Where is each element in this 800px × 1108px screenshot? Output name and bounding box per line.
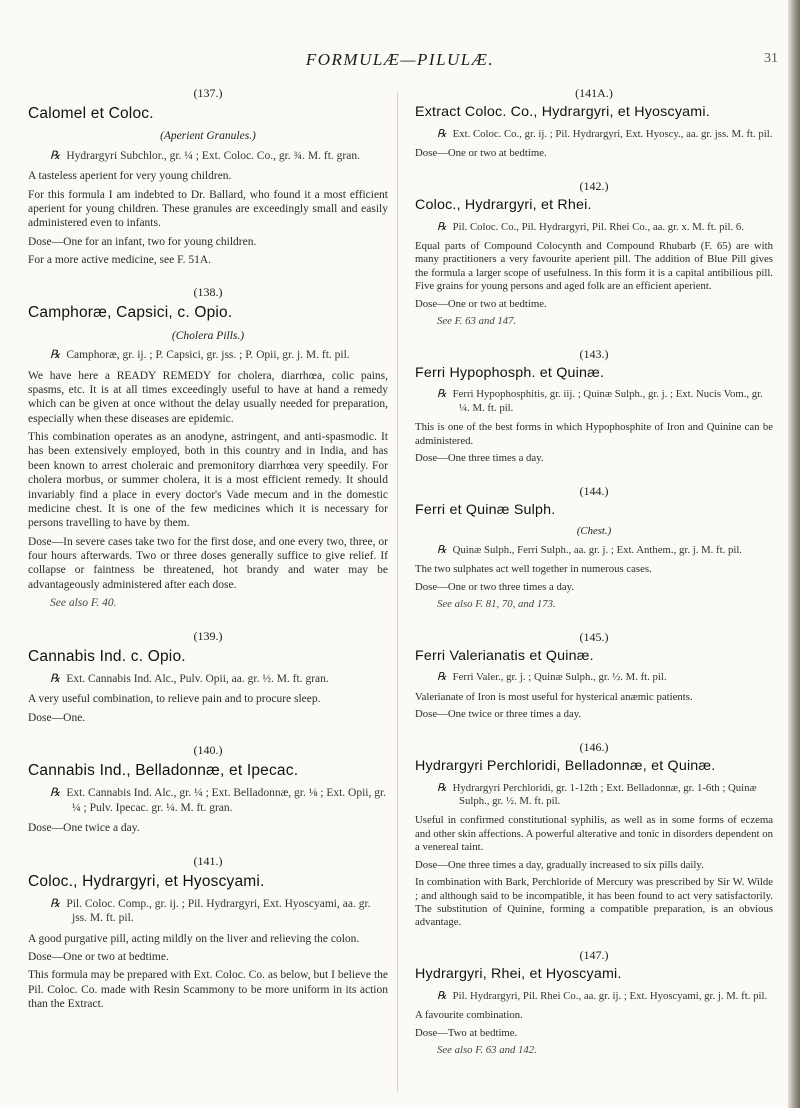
recipe-symbol: ℞ bbox=[437, 388, 447, 401]
formula-subtitle: (Chest.) bbox=[576, 525, 612, 538]
formula-entry bbox=[415, 179, 773, 329]
prescription bbox=[28, 149, 388, 163]
page-number: 31 bbox=[764, 51, 778, 66]
prescription-text: Pil. Coloc. Comp., gr. ij. ; Pil. Hydrargyri, Ext. Hyoscyami, aa. gr. jss. M. ft. pil. bbox=[66, 897, 371, 925]
recipe-symbol: ℞ bbox=[437, 781, 447, 794]
recipe-symbol: ℞ bbox=[437, 220, 447, 233]
note-paragraph: For a more active medicine, see F. 51A. bbox=[28, 254, 212, 266]
right-column bbox=[415, 86, 773, 1075]
page-header bbox=[0, 50, 800, 74]
formula-number: (139.) bbox=[193, 628, 223, 643]
see-also: See also F. 63 and 142. bbox=[437, 1044, 537, 1056]
dose-line: Dose—One or two three times a day. bbox=[415, 580, 575, 593]
note-paragraph: This formula may be prepared with Ext. Coloc. Co. as below, but I believe the Pil. Coloc. Co. made with Resin Scammony to be more uniform in its action than the Extract. bbox=[28, 969, 388, 1011]
formula-entry bbox=[28, 629, 388, 726]
dose-line: Dose—One twice a day. bbox=[28, 822, 140, 835]
dose-line: Dose—One three times a day, gradually increased to six pills daily. bbox=[415, 858, 704, 871]
formula-number: (143.) bbox=[579, 346, 609, 361]
prescription-text: Hydrargyri Perchloridi, gr. 1-12th ; Ext. Belladonnæ, gr. 1-6th ; Quinæ Sulph., gr. ½. M. ft. pil. bbox=[452, 781, 757, 807]
dose-line: Dose—One or two at bedtime. bbox=[28, 951, 169, 963]
formula-entry bbox=[28, 743, 388, 836]
formula-number: (137.) bbox=[193, 86, 223, 100]
prescription bbox=[415, 671, 773, 684]
body-paragraph: Useful in confirmed constitutional syphilis, as well as in some forms of eczema and other skin affections. A powerful alterative and tonic in disorders dependent on a venereal taint. bbox=[415, 814, 773, 854]
prescription-text: Ext. Cannabis Ind. Alc., gr. ¼ ; Ext. Belladonnæ, gr. ⅛ ; Ext. Opii, gr. ¼ ; Pulv. Ipecac. gr. ¼. M. ft. gran. bbox=[66, 787, 387, 814]
column-divider bbox=[397, 92, 398, 1092]
recipe-symbol: ℞ bbox=[50, 349, 61, 362]
body-paragraph: We have here a READY REMEDY for cholera, diarrhœa, colic pains, spasms, etc. It is at all times exceedingly useful to have at hand a remedy which can be given at once without the delay usually needed for preparation, especially when these diseases are epidemic. bbox=[28, 369, 388, 425]
formula-number: (141A.) bbox=[575, 86, 613, 100]
body-paragraph: The two sulphates act well together in numerous cases. bbox=[415, 563, 652, 576]
dose-line: Dose—Two at bedtime. bbox=[415, 1026, 518, 1039]
dose-line: Dose—In severe cases take two for the first dose, and one every two, three, or four hours afterwards. Two or three doses generally suffice to give relief. If collapse or faintness be threatened, hot brandy and water may be advantageously administered after each dose. bbox=[28, 535, 388, 591]
formula-number: (140.) bbox=[193, 743, 223, 757]
formula-entry bbox=[415, 948, 773, 1058]
formula-title: Ferri et Quinæ Sulph. bbox=[415, 501, 556, 518]
running-title: FORMULÆ—PILULÆ. bbox=[305, 50, 495, 69]
formula-title: Hydrargyri, Rhei, et Hyoscyami. bbox=[415, 965, 622, 982]
formula-entry bbox=[415, 740, 773, 930]
formula-number: (138.) bbox=[193, 285, 223, 300]
formula-entry bbox=[28, 285, 388, 610]
formula-subtitle: (Aperient Granules.) bbox=[160, 130, 256, 143]
recipe-symbol: ℞ bbox=[437, 543, 447, 556]
recipe-symbol: ℞ bbox=[437, 671, 447, 684]
formula-number: (146.) bbox=[579, 739, 609, 754]
prescription-text: Camphoræ, gr. ij. ; P. Capsici, gr. jss. ; P. Opii, gr. j. M. ft. pil. bbox=[66, 349, 350, 362]
formula-number: (142.) bbox=[579, 178, 609, 193]
prescription bbox=[415, 990, 773, 1003]
recipe-symbol: ℞ bbox=[50, 897, 61, 910]
formula-title: Cannabis Ind. c. Opio. bbox=[28, 647, 186, 665]
formula-title: Coloc., Hydrargyri, et Rhei. bbox=[415, 196, 592, 213]
formula-title: Calomel et Coloc. bbox=[28, 105, 154, 122]
prescription-text: Ferri Hypophosphitis, gr. iij. ; Quinæ Sulph., gr. j. ; Ext. Nucis Vom., gr. ¼. M. ft. pil. bbox=[452, 388, 763, 414]
body-paragraph: Equal parts of Compound Colocynth and Compound Rhubarb (F. 65) are with many practitioners a very favourite aperient pill. The addition of Blue Pill gives the formula a larger scope of usefulness. In this form it is a capital antibilious pill. Five grains for young persons and aged folk are an efficient aperient. bbox=[415, 239, 773, 293]
formula-title: Camphoræ, Capsici, c. Opio. bbox=[28, 304, 233, 322]
dose-line: Dose—One three times a day. bbox=[415, 452, 544, 465]
prescription-text: Ext. Coloc. Co., gr. ij. ; Pil. Hydrargyri, Ext. Hyoscy., aa. gr. jss. M. ft. pil. bbox=[452, 127, 773, 140]
prescription-text: Quinæ Sulph., Ferri Sulph., aa. gr. j. ; Ext. Anthem., gr. j. M. ft. pil. bbox=[452, 543, 742, 556]
prescription-text: Ext. Cannabis Ind. Alc., Pulv. Opii, aa. gr. ½. M. ft. gran. bbox=[66, 672, 329, 685]
formula-title: Ferri Hypophosph. et Quinæ. bbox=[415, 364, 605, 381]
dose-line: Dose—One for an infant, two for young children. bbox=[28, 235, 257, 248]
prescription bbox=[415, 388, 773, 415]
dose-line: Dose—One twice or three times a day. bbox=[415, 708, 582, 721]
dose-line: Dose—One or two at bedtime. bbox=[415, 147, 547, 160]
see-also: See F. 63 and 147. bbox=[437, 315, 517, 328]
prescription bbox=[415, 221, 773, 234]
formula-entry bbox=[415, 630, 773, 722]
formula-number: (144.) bbox=[579, 483, 609, 498]
body-paragraph: A favourite combination. bbox=[415, 1009, 523, 1022]
body-paragraph: A tasteless aperient for very young children. bbox=[28, 170, 232, 183]
recipe-symbol: ℞ bbox=[50, 149, 61, 162]
dose-line: Dose—One. bbox=[28, 711, 86, 724]
prescription bbox=[28, 348, 388, 362]
body-paragraph: A good purgative pill, acting mildly on the liver and relieving the colon. bbox=[28, 932, 360, 945]
prescription bbox=[28, 786, 388, 815]
formula-title: Hydrargyri Perchloridi, Belladonnæ, et Quinæ. bbox=[415, 757, 716, 774]
formula-title: Extract Coloc. Co., Hydrargyri, et Hyoscyami. bbox=[415, 104, 710, 120]
recipe-symbol: ℞ bbox=[437, 989, 447, 1002]
formula-entry bbox=[415, 86, 773, 161]
formula-title: Ferri Valerianatis et Quinæ. bbox=[415, 647, 594, 664]
left-column bbox=[28, 86, 388, 1030]
formula-entry bbox=[415, 484, 773, 612]
recipe-symbol: ℞ bbox=[437, 127, 447, 140]
formula-number: (145.) bbox=[579, 629, 609, 644]
body-paragraph: Valerianate of Iron is most useful for hysterical anæmic patients. bbox=[415, 690, 693, 703]
formula-entry bbox=[415, 347, 773, 466]
recipe-symbol: ℞ bbox=[50, 787, 61, 800]
body-paragraph: This combination operates as an anodyne, astringent, and anti-spasmodic. It has been extensively employed, both in this country and in India, and has been known to arrest choleraic and premonitory diarrhœa very speedily. For cholera morbus, or summer cholera, it is a most efficient remedy. It should invariably find a place in every doctor's Vade mecum and in the domestic medicine chest. It is one of the few medicines which it is necessary for persons travelling to have by them. bbox=[28, 431, 388, 530]
formula-entry bbox=[28, 854, 388, 1012]
prescription bbox=[415, 782, 773, 809]
prescription bbox=[28, 897, 388, 926]
see-also: See also F. 40. bbox=[50, 597, 117, 610]
prescription-text: Ferri Valer., gr. j. ; Quinæ Sulph., gr. ½. M. ft. pil. bbox=[452, 671, 667, 684]
prescription bbox=[415, 544, 773, 557]
dose-line: Dose—One or two at bedtime. bbox=[415, 297, 547, 310]
prescription bbox=[415, 128, 773, 141]
prescription-text: Pil. Coloc. Co., Pil. Hydrargyri, Pil. Rhei Co., aa. gr. x. M. ft. pil. 6. bbox=[452, 220, 744, 233]
formula-number: (147.) bbox=[579, 947, 609, 962]
note-paragraph: In combination with Bark, Perchloride of Mercury was prescribed by Sir W. Wilde ; and although said to be incompatible, it has been found to act very satisfactorily. The substitution of Quinine, forming a compatible preparation, is an obvious advantage. bbox=[415, 876, 773, 929]
body-paragraph: For this formula I am indebted to Dr. Ballard, who found it a most efficient aperient for young children. These granules are exceedingly small and easily administered even to infants. bbox=[28, 188, 388, 230]
recipe-symbol: ℞ bbox=[50, 672, 61, 685]
body-paragraph: This is one of the best forms in which Hypophosphite of Iron and Quinine can be administered. bbox=[415, 421, 773, 447]
prescription-text: Hydrargyri Subchlor., gr. ¼ ; Ext. Coloc. Co., gr. ¾. M. ft. gran. bbox=[66, 149, 360, 162]
formula-title: Coloc., Hydrargyri, et Hyoscyami. bbox=[28, 872, 265, 890]
formula-entry bbox=[28, 86, 388, 267]
body-paragraph: A very useful combination, to relieve pain and to procure sleep. bbox=[28, 693, 321, 706]
formula-subtitle: (Cholera Pills.) bbox=[171, 329, 245, 342]
page-edge bbox=[788, 0, 800, 1108]
see-also: See also F. 81, 70, and 173. bbox=[437, 598, 556, 611]
formula-title: Cannabis Ind., Belladonnæ, et Ipecac. bbox=[28, 762, 299, 779]
prescription-text: Pil. Hydrargyri, Pil. Rhei Co., aa. gr. ij. ; Ext. Hyoscyami, gr. j. M. ft. pil. bbox=[452, 989, 768, 1002]
prescription bbox=[28, 672, 388, 686]
formula-number: (141.) bbox=[193, 853, 223, 868]
